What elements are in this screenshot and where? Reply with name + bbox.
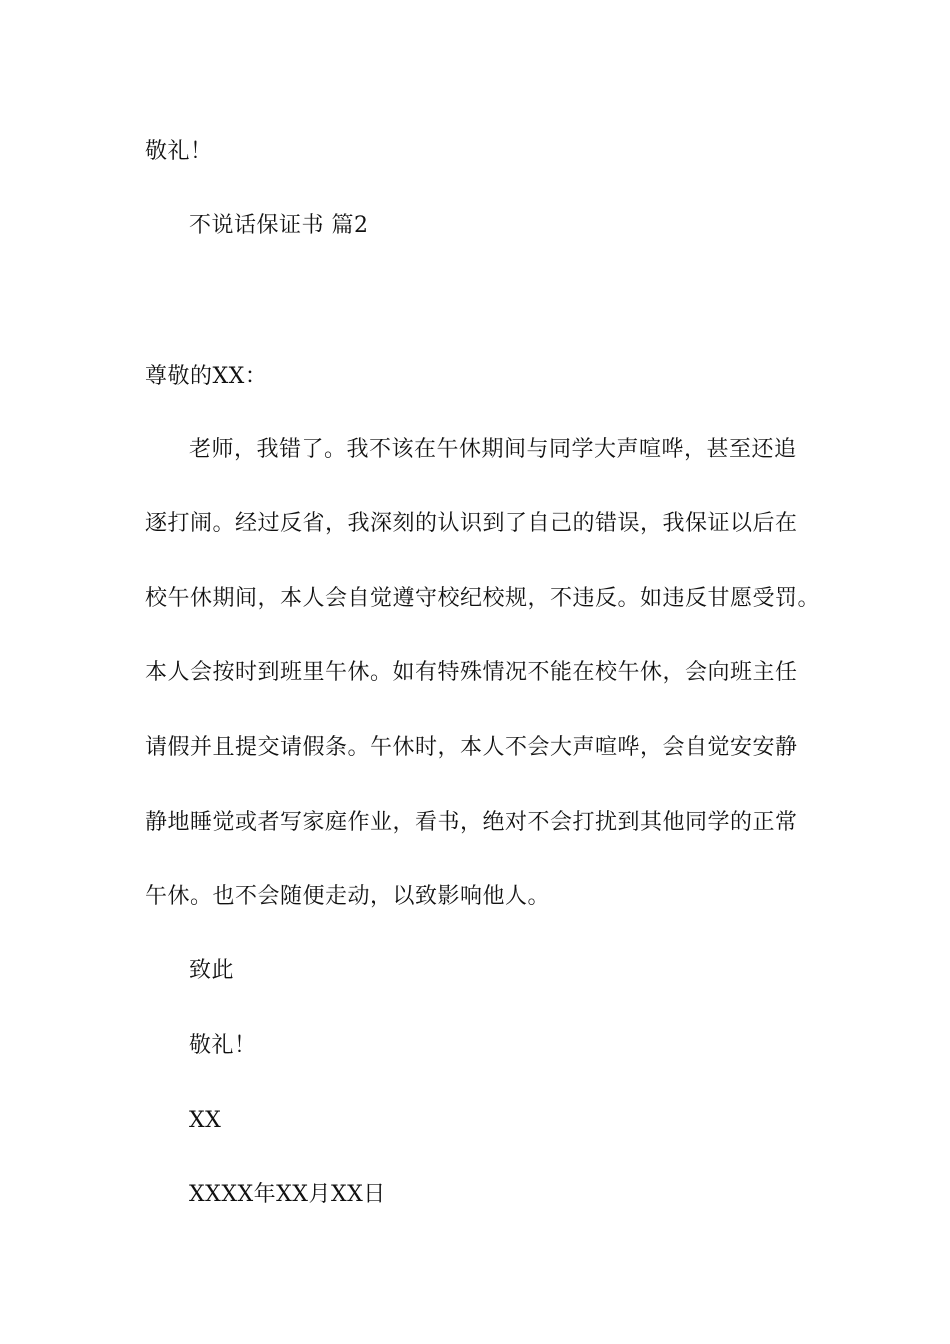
section-heading: 不说话保证书 篇2 bbox=[189, 213, 369, 238]
closing-regards: 敬礼！ bbox=[189, 1033, 257, 1058]
body-line: 静地睡觉或者写家庭作业，看书，绝对不会打扰到其他同学的正常 bbox=[145, 810, 798, 835]
body-line: 校午休期间，本人会自觉遵守校纪校规，不违反。如违反甘愿受罚。 bbox=[145, 586, 821, 611]
previous-closing: 敬礼！ bbox=[145, 139, 213, 164]
closing-line: 致此 bbox=[189, 958, 235, 983]
body-line: 逐打闹。经过反省，我深刻的认识到了自己的错误，我保证以后在 bbox=[145, 511, 798, 536]
date: XXXX年XX月XX日 bbox=[189, 1182, 386, 1207]
body-line: 本人会按时到班里午休。如有特殊情况不能在校午休，会向班主任 bbox=[145, 660, 798, 685]
signature: XX bbox=[189, 1108, 222, 1133]
body-line: 老师，我错了。我不该在午休期间与同学大声喧哗，甚至还追 bbox=[189, 437, 797, 462]
body-line: 请假并且提交请假条。午休时，本人不会大声喧哗，会自觉安安静 bbox=[145, 735, 798, 760]
body-line: 午休。也不会随便走动，以致影响他人。 bbox=[145, 884, 551, 909]
salutation: 尊敬的XX： bbox=[145, 364, 268, 389]
